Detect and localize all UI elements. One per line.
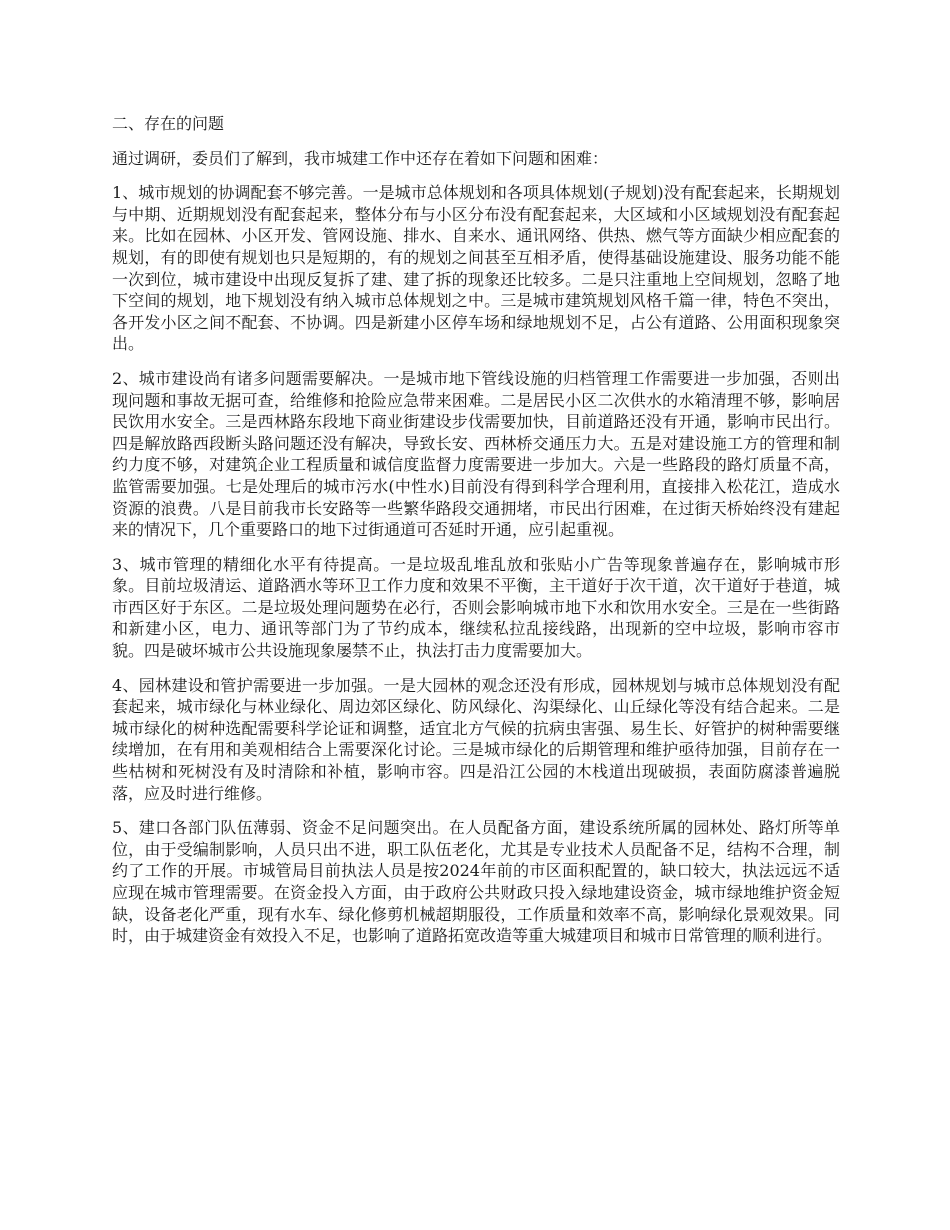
paragraph-planning: 1、城市规划的协调配套不够完善。一是城市总体规划和各项具体规划(子规划)没有配套起来，长期规划与中期、近期规划没有配套起来，整体分布与小区分布没有配套起来，大区域和小区域规划没有配套起来。比如在园林、小区开发、管网设施、排水、自来水、通讯网络、供热、燃气等方面缺少相应配套的规划，有的即使有规划也只是短期的，有的规划之间甚至互相矛盾，使得基础设施建设、服务功能不能一次到位，城市建设中出现反复拆了建、建了拆的现象还比较多。二是只注重地上空间规划，忽略了地下空间的规划，地下规划没有纳入城市总体规划之中。三是城市建筑规划风格千篇一律，特色不突出，各开发小区之间不配套、不协调。四是新建小区停车场和绿地规划不足，占公有道路、公用面积现象突出。 [112, 183, 840, 354]
paragraph-management: 3、城市管理的精细化水平有待提高。一是垃圾乱堆乱放和张贴小广告等现象普遍存在，影响城市形象。目前垃圾清运、道路洒水等环卫工作力度和效果不平衡，主干道好于次干道，次干道好于巷道，城市西区好于东区。二是垃圾处理问题势在必行，否则会影响城市地下水和饮用水安全。三是在一些街路和新建小区，电力、通讯等部门为了节约成本，继续私拉乱接线路，出现新的空中垃圾，影响市容市貌。四是破坏城市公共设施现象屡禁不止，执法打击力度需要加大。 [112, 554, 840, 661]
paragraph-staffing-funding: 5、建口各部门队伍薄弱、资金不足问题突出。在人员配备方面，建设系统所属的园林处、路灯所等单位，由于受编制影响，人员只出不进，职工队伍老化，尤其是专业技术人员配备不足，结构不合理，制约了工作的开展。市城管局目前执法人员是按2024年前的市区面积配置的，缺口较大，执法远远不适应现在城市管理需要。在资金投入方面，由于政府公共财政只投入绿地建设资金，城市绿地维护资金短缺，设备老化严重，现有水车、绿化修剪机械超期服役，工作质量和效率不高，影响绿化景观效果。同时，由于城建资金有效投入不足，也影响了道路拓宽改造等重大城建项目和城市日常管理的顺利进行。 [112, 818, 840, 946]
section-heading: 二、存在的问题 [112, 114, 225, 133]
intro-paragraph: 通过调研，委员们了解到，我市城建工作中还存在着如下问题和困难： [112, 148, 609, 168]
paragraph-landscaping: 4、园林建设和管护需要进一步加强。一是大园林的观念还没有形成，园林规划与城市总体规划没有配套起来，城市绿化与林业绿化、周边郊区绿化、防风绿化、沟渠绿化、山丘绿化等没有结合起来。二是城市绿化的树种选配需要科学论证和调整，适宜北方气候的抗病虫害强、易生长、好管护的树种需要继续增加，在有用和美观相结合上需要深化讨论。三是城市绿化的后期管理和维护亟待加强，目前存在一些枯树和死树没有及时清除和补植，影响市容。四是沿江公园的木栈道出现破损，表面防腐漆普遍脱落，应及时进行维修。 [112, 675, 840, 803]
document-page [112, 113, 840, 960]
paragraph-construction: 2、城市建设尚有诸多问题需要解决。一是城市地下管线设施的归档管理工作需要进一步加强，否则出现问题和事故无据可查，给维修和抢险应急带来困难。二是居民小区二次供水的水箱清理不够，影响居民饮用水安全。三是西林路东段地下商业街建设步伐需要加快，目前道路还没有开通，影响市民出行。四是解放路西段断头路问题还没有解决，导致长安、西林桥交通压力大。五是对建设施工方的管理和制约力度不够，对建筑企业工程质量和诚信度监督力度需要进一步加大。六是一些路段的路灯质量不高，监管需要加强。七是处理后的城市污水(中性水)目前没有得到科学合理利用，直接排入松花江，造成水资源的浪费。八是目前我市长安路等一些繁华路段交通拥堵，市民出行困难，在过街天桥始终没有建起来的情况下，几个重要路口的地下过街通道可否延时开通，应引起重视。 [112, 368, 840, 540]
